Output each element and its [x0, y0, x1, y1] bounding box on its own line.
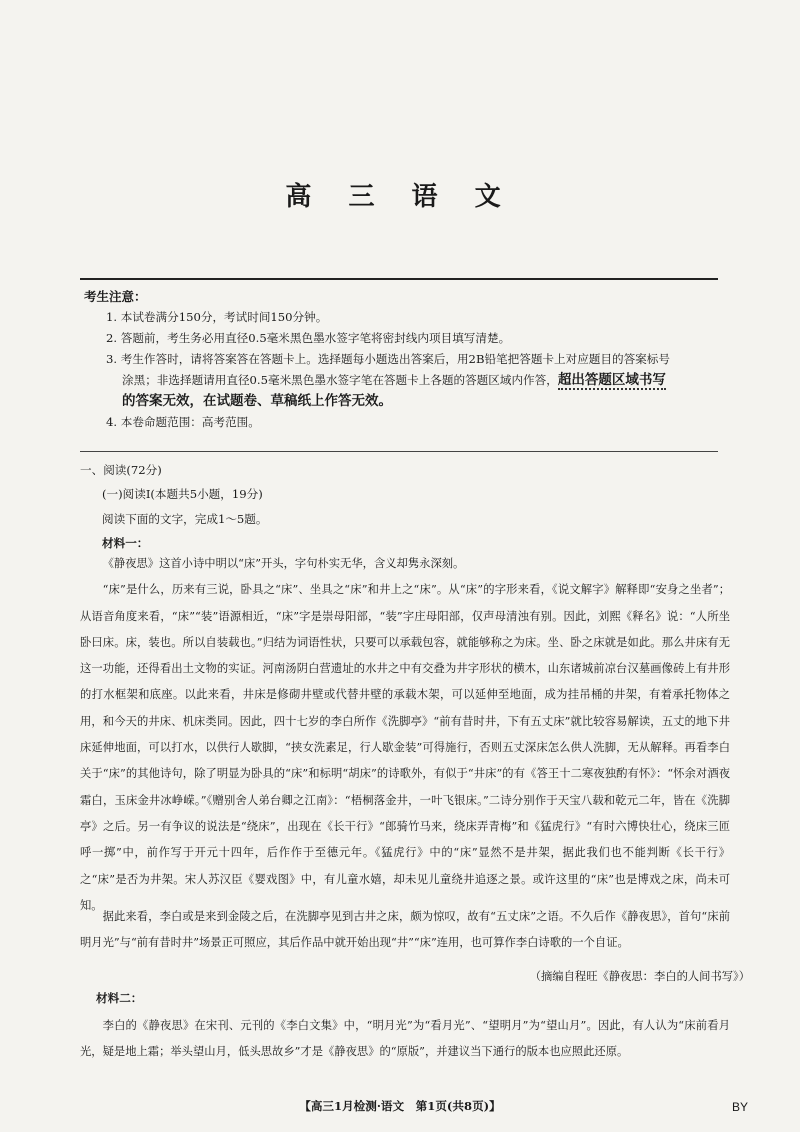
- material-1-paragraph-2: “床”是什么，历来有三说，卧具之“床”、坐具之“床”和井上之“床”。从“床”的字形来看，《说文解字》解释即“安身之坐者”；从语音角度来看，“床”“装”语源相近，“床”字是崇母阳部，“装”字庄母阳部，仅声母清浊有别。因此，刘熙《释名》说：“人所坐卧曰床。床，装也。所以自装载也。”归结为词语性状，只要可以承载包容，就能够称之为床。坐、卧之床就是如此。那么井床有无这一功能，还得看出土文物的实证。河南汤阴白营遗址的水井之中有交叠为井字形状的横木，山东诸城前凉台汉墓画像砖上有井形的打水框架和底座。以此来看，井床是修砌井壁或代替井壁的承载木架，可以延伸至地面，成为挂吊桶的井架，有着承托物体之用，和今天的井床、机床类同。因此，四十七岁的李白所作《洗脚亭》“前有昔时井，下有五丈床”就比较容易解读，五丈的地下井床延伸地面，可以打水，以供行人歇脚，“挟女洗素足，行人歇金装”可得施行，否则五丈深床怎么供人洗脚，无从解释。再看李白关于“床”的其他诗句，除了明显为卧具的“床”和标明“胡床”的诗歌外，有似于“井床”的有《答王十二寒夜独酌有怀》：“怀余对酒夜霜白，玉床金井冰峥嵘。”《赠别舍人弟台卿之江南》：“梧桐落金井，一叶飞银床。”二诗分别作于天宝八载和乾元二年，皆在《洗脚亭》之后。另一有争议的说法是“绕床”，出现在《长干行》“郎骑竹马来，绕床弄青梅”和《猛虎行》“有时六博快壮心，绕床三匝呼一掷”中，前作写于开元十四年，后作作于至德元年。《猛虎行》中的“床”显然不是井架，据此我们也不能判断《长干行》之“床”是否为井架。宋人苏汉臣《婴戏图》中，有儿童水嬉，却未见儿童绕井追逐之景。或许这里的“床”也是博戏之床，尚未可知。: [80, 583, 730, 912]
- material-1-label: 材料一：: [102, 536, 149, 551]
- notice-item-3: 3. 考生作答时，请将答案答在答题卡上。选择题每小题选出答案后，用2B铅笔把答题卡上对应题目的答案标号: [106, 352, 670, 366]
- notice-item-2: 2. 答题前，考生务必用直径0.5毫米黑色墨水签字笔将密封线内项目填写清楚。: [106, 331, 511, 345]
- notice-item-1: 1. 本试卷满分150分，考试时间150分钟。: [106, 310, 328, 324]
- notice-item-3-continued: [84, 370, 724, 391]
- page-title: 高 三 语 文: [285, 182, 515, 212]
- section-header: [80, 458, 728, 556]
- material-1-body: [80, 551, 730, 919]
- page-footer: 【高三1月检测·语文 第1页(共8页)】: [299, 1099, 501, 1113]
- section-heading: 一、阅读(72分): [80, 463, 162, 477]
- notice-emphasis-2: 的答案无效，在试题卷、草稿纸上作答无效。: [122, 393, 392, 409]
- notice-item-3-text: 涂黑；非选择题请用直径0.5毫米黑色墨水签字笔在答题卡上各题的答题区域内作答，: [122, 373, 558, 387]
- material-1-paragraph-3: 据此来看，李白或是来到金陵之后，在洗脚亭见到古井之床，颇为惊叹，故有“五丈床”之语。不久后作《静夜思》，首句“床前明月光”与“前有昔时井”场景正可照应，其后作品中就开始出现“井”“床”连用，也可算作李白诗歌的一个自证。: [80, 910, 730, 950]
- notice-heading: 考生注意：: [84, 289, 147, 304]
- material-1-source: （摘编自程旺《静夜思：李白的人间书写》）: [529, 970, 750, 983]
- material-2-label: 材料二：: [96, 991, 143, 1005]
- notice-item-3-end: [84, 391, 724, 412]
- footer-code: BY: [731, 1100, 748, 1114]
- material-2-body: [80, 1013, 730, 1066]
- subsection-heading: (一)阅读Ⅰ(本题共5小题，19分): [102, 487, 263, 502]
- exam-notice: [84, 286, 724, 433]
- header-divider: [80, 278, 718, 280]
- notice-divider: [80, 451, 718, 452]
- reading-instruction: 阅读下面的文字，完成1～5题。: [102, 511, 268, 526]
- material-2-paragraph-1: 李白的《静夜思》在宋刊、元刊的《李白文集》中，“明月光”为“看月光”、“望明月”为“望山月”。因此，有人认为“床前看月光，疑是地上霜；举头望山月，低头思故乡”才是《静夜思》的“原版”，并建议当下通行的版本也应照此还原。: [80, 1019, 730, 1059]
- notice-emphasis-1: 超出答题区域书写: [557, 372, 666, 388]
- notice-item-4: 4. 本卷命题范围：高考范围。: [106, 415, 260, 429]
- material-1-paragraph-1: 《静夜思》这首小诗中明以“床”开头，字句朴实无华，含义却隽永深刻。: [102, 557, 465, 570]
- material-1-conclusion: [80, 904, 730, 957]
